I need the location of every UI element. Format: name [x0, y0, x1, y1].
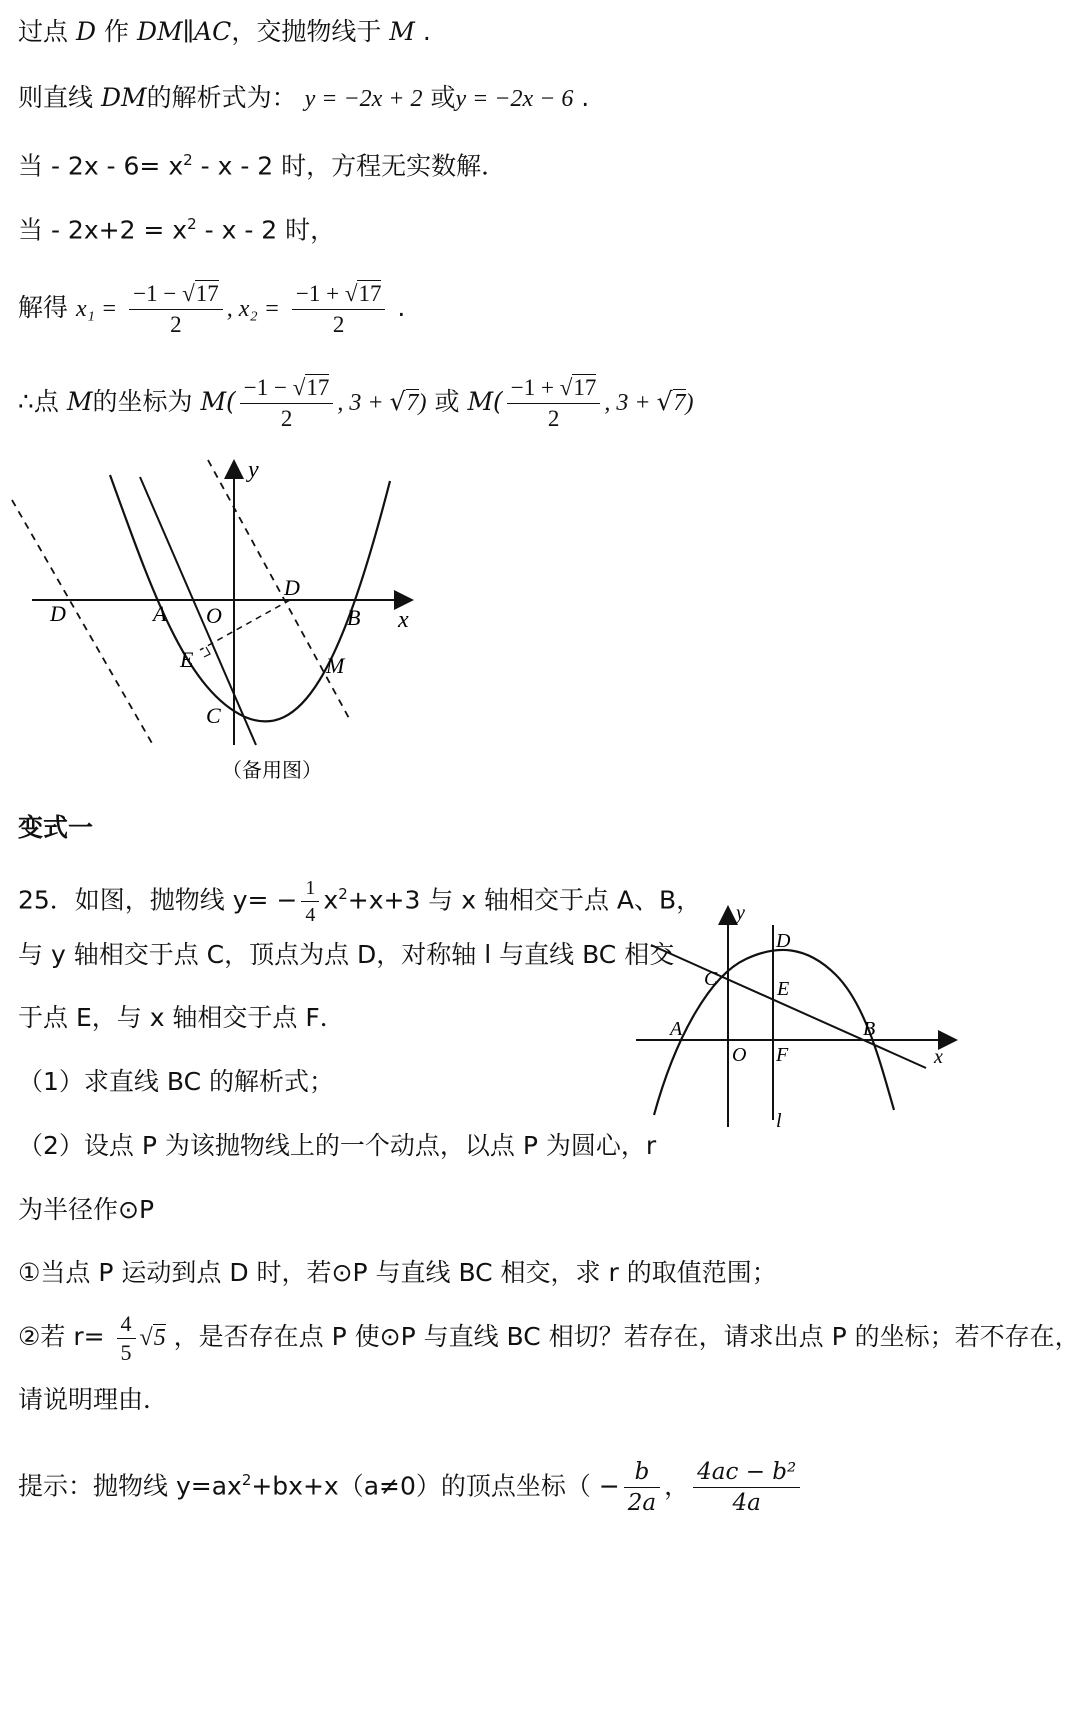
- label-A: A: [153, 601, 167, 626]
- label-D: D: [776, 930, 791, 952]
- question-sub-1: ①当点 P 运动到点 D 时，若⊙P 与直线 BC 相交，求 r 的取值范围；: [18, 1258, 777, 1287]
- coordinate: , 3 +: [604, 390, 657, 416]
- label-y: y: [736, 905, 745, 924]
- text: 25．如图，抛物线 y= −: [18, 885, 298, 915]
- label-D-left: D: [50, 601, 66, 626]
- variable: , x₂ =: [226, 296, 280, 322]
- label-O: O: [206, 603, 222, 628]
- label-x: x: [398, 607, 409, 633]
- numerator: −1 −: [133, 280, 183, 306]
- denominator: 4: [305, 903, 316, 926]
- figure-caption: （备用图）: [222, 760, 322, 782]
- point-label: D: [75, 17, 97, 46]
- label-O: O: [732, 1044, 747, 1066]
- radicand: 17: [195, 280, 219, 306]
- label-E: E: [777, 978, 790, 1000]
- denominator: 5: [120, 1339, 132, 1365]
- text: 过点: [18, 17, 69, 46]
- numerator: 4: [117, 1310, 136, 1339]
- denominator: 2: [332, 311, 345, 337]
- figure-1: [10, 455, 440, 795]
- solution-line-6: ∴点 M的坐标为 M( $\frac{-1 - √17}{2}$ , 3 + √7) 或 M( $\frac{-1 + √17}{2}$ , 3 + √7): [18, 370, 694, 435]
- text: +x+3 与 x 轴相交于点 A、B，: [347, 885, 702, 915]
- numerator: 1: [301, 875, 319, 902]
- text: 提示：抛物线 y=ax: [18, 1471, 242, 1501]
- section-heading: 变式一: [18, 813, 94, 842]
- parabola: [110, 475, 390, 721]
- question-line-3: 于点 E，与 x 轴相交于点 F．: [18, 1003, 345, 1032]
- variable: x₁ =: [75, 296, 118, 322]
- equation: y = −2x − 6: [455, 86, 574, 112]
- fraction: [301, 875, 319, 928]
- text: .: [422, 17, 431, 46]
- text: 或: [430, 83, 456, 112]
- solution-line-4: [18, 204, 335, 250]
- question-line-2: 与 y 轴相交于点 C，顶点为点 D，对称轴 l 与直线 BC 相交: [18, 940, 675, 969]
- exponent: 2: [187, 215, 197, 233]
- paren: ): [418, 390, 427, 416]
- hint-line: [18, 1445, 804, 1521]
- text: ，交抛物线于: [231, 17, 382, 46]
- label-y: y: [248, 457, 259, 483]
- label-x: x: [934, 1046, 943, 1068]
- question-sub-2b: 请说明理由．: [18, 1385, 169, 1414]
- line-BC: [651, 945, 926, 1068]
- denominator: 2: [280, 405, 293, 431]
- equation: 当 - 2x - 6= x: [18, 151, 184, 181]
- radicand: 5: [153, 1325, 166, 1351]
- label-C: C: [704, 968, 718, 990]
- label-A: A: [670, 1018, 683, 1040]
- text: ∴点: [18, 387, 59, 416]
- text: 解得: [18, 293, 69, 322]
- fraction: [693, 1457, 800, 1518]
- text: ，是否存在点 P 使⊙P 与直线 BC 相切？若存在，请求出点 P 的坐标；若不存在，: [173, 1322, 1080, 1351]
- denominator: 2a: [627, 1489, 657, 1516]
- numerator: −1 +: [510, 374, 560, 400]
- point-label: M(: [467, 387, 503, 416]
- text: - x - 2 时，: [196, 215, 336, 245]
- fraction: [624, 1457, 660, 1518]
- question-part-1: （1）求直线 BC 的解析式；: [18, 1067, 334, 1096]
- coordinate: , 3 +: [337, 390, 390, 416]
- paren: ): [685, 390, 694, 416]
- text: 的解析式为：: [146, 83, 297, 112]
- radicand: 7: [406, 390, 419, 416]
- question-line-1: [18, 862, 701, 932]
- label-F: F: [776, 1044, 789, 1066]
- line-expr: DM∥AC: [136, 17, 232, 46]
- figure-2: [636, 905, 966, 1135]
- denominator: 2: [547, 405, 560, 431]
- point-label: M(: [200, 387, 236, 416]
- label-E: E: [180, 647, 194, 672]
- question-part-2b: 为半径作⊙P: [18, 1195, 155, 1224]
- radicand: 17: [358, 280, 382, 306]
- exponent: 2: [241, 1471, 252, 1489]
- text: ②若 r=: [18, 1322, 105, 1351]
- question-part-2a: （2）设点 P 为该抛物线上的一个动点，以点 P 为圆心，r: [18, 1131, 657, 1160]
- right-angle-mark: [204, 647, 210, 657]
- equation: y = −2x + 2: [304, 86, 423, 112]
- radicand: 7: [673, 390, 686, 416]
- numerator: −1 −: [243, 374, 293, 400]
- numerator: −1 +: [295, 280, 345, 306]
- solution-line-3: [18, 140, 506, 186]
- label-C: C: [206, 703, 221, 728]
- text: 或: [434, 387, 460, 416]
- point-label: M: [389, 17, 415, 46]
- text: ，: [664, 1471, 690, 1501]
- solution-line-1: [18, 12, 431, 52]
- text: .: [397, 293, 406, 322]
- text: 的坐标为: [92, 387, 193, 416]
- text: 则直线: [18, 83, 94, 112]
- fraction: $\frac{-1 - √17}{2}$: [129, 279, 223, 340]
- exponent: 2: [338, 885, 348, 903]
- denominator: 2: [170, 311, 182, 337]
- text: - x - 2 时，方程无实数解．: [192, 151, 507, 181]
- text: .: [581, 83, 590, 112]
- fraction: $\frac{-1 + √17}{2}$: [507, 373, 601, 434]
- label-B: B: [347, 605, 361, 630]
- fraction: $\frac{-1 + √17}{2}$: [292, 279, 386, 340]
- line-label: DM: [100, 83, 147, 112]
- radicand: 17: [573, 374, 597, 400]
- fraction: [117, 1310, 136, 1367]
- radicand: 17: [306, 374, 330, 400]
- denominator: 4a: [732, 1489, 761, 1516]
- exponent: 2: [183, 151, 193, 169]
- text: +bx+x（a≠0）的顶点坐标（ −: [251, 1471, 620, 1501]
- numerator: 4ac − b²: [693, 1457, 800, 1488]
- question-sub-2: ②若 r= $\frac{4}{5}$ √5 ，是否存在点 P 使⊙P 与直线 BC 相切？若存在，请求出点 P 的坐标；若不存在，: [18, 1310, 1080, 1365]
- text: x: [323, 885, 339, 915]
- text: 作: [103, 17, 129, 46]
- point-label: M: [66, 387, 93, 416]
- equation: 当 - 2x+2 = x: [18, 215, 188, 245]
- solution-line-2: [18, 78, 589, 119]
- solution-line-5: [18, 276, 405, 341]
- label-D-right: D: [284, 575, 300, 600]
- label-l: l: [776, 1110, 782, 1132]
- numerator: b: [624, 1457, 660, 1488]
- fraction: $\frac{-1 - √17}{2}$: [240, 373, 334, 434]
- label-B: B: [863, 1018, 876, 1040]
- label-M: M: [326, 653, 345, 678]
